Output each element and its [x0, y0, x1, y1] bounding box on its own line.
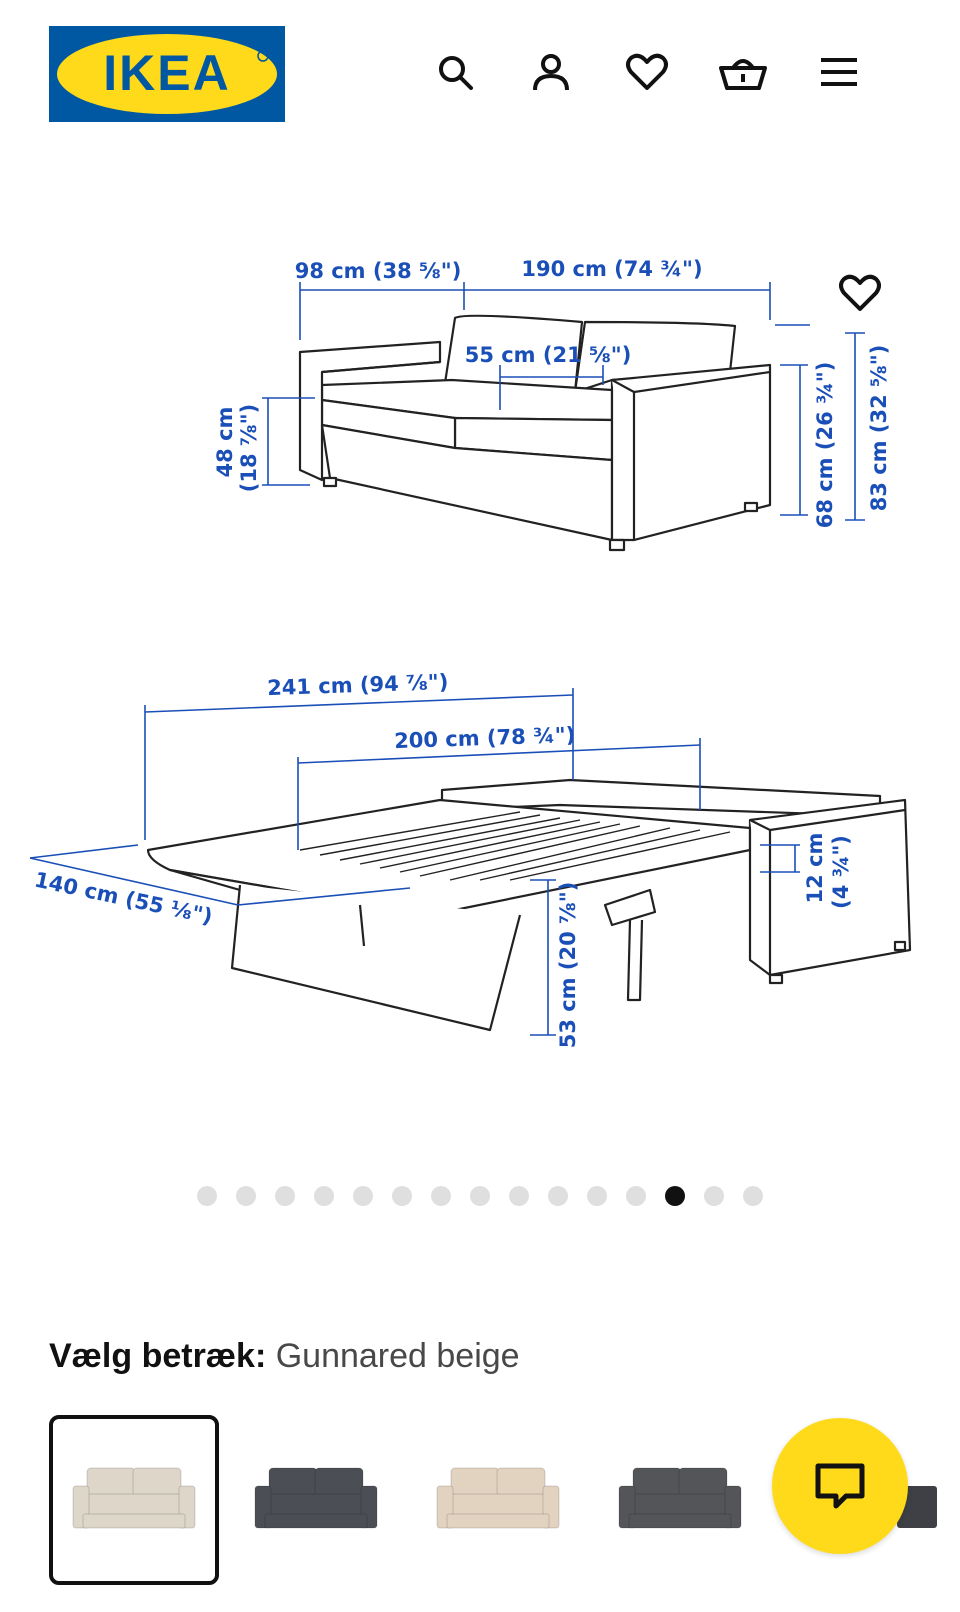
gallery-dot[interactable]	[197, 1186, 217, 1206]
cover-label: Vælg betræk:	[49, 1337, 267, 1375]
cover-selection-heading	[49, 1336, 520, 1376]
gallery-dot[interactable]	[431, 1186, 451, 1206]
gallery-dot[interactable]	[275, 1186, 295, 1206]
gallery-pagination	[0, 1186, 960, 1206]
chat-bubble-icon	[812, 1460, 868, 1512]
dimension-width: 190 cm (74 ¾")	[521, 257, 703, 281]
swatch-grey[interactable]	[595, 1415, 765, 1585]
gallery-dot[interactable]	[470, 1186, 490, 1206]
gallery-dot[interactable]	[314, 1186, 334, 1206]
gallery-dot[interactable]	[704, 1186, 724, 1206]
heart-icon[interactable]	[623, 48, 671, 96]
gallery-dot[interactable]	[548, 1186, 568, 1206]
dimension-seat-height-in: (18 ⅞")	[237, 403, 261, 493]
chat-button[interactable]	[772, 1418, 908, 1554]
logo-text: IKEA	[103, 45, 231, 101]
gallery-dot[interactable]	[392, 1186, 412, 1206]
basket-icon[interactable]	[719, 48, 767, 96]
swatch-dark-grey[interactable]	[231, 1415, 401, 1585]
gallery-dot[interactable]	[236, 1186, 256, 1206]
dimension-bed-height: 53 cm (20 ⅞")	[556, 881, 580, 1049]
dimension-height: 83 cm (32 ⅝")	[867, 344, 891, 512]
dimension-total-length: 241 cm (94 ⅞")	[266, 669, 449, 701]
gallery-dot[interactable]	[665, 1186, 685, 1206]
ikea-logo[interactable]	[49, 26, 285, 122]
dimension-depth: 98 cm (38 ⅝")	[294, 259, 462, 283]
dimension-arm-height: 68 cm (26 ¾")	[813, 361, 837, 529]
gallery-dot[interactable]	[743, 1186, 763, 1206]
add-to-favorites-button[interactable]	[832, 265, 888, 321]
gallery-dot[interactable]	[509, 1186, 529, 1206]
search-icon[interactable]	[431, 48, 479, 96]
site-header	[0, 0, 960, 150]
dimension-mattress: 12 cm	[803, 832, 827, 904]
dimension-bed-length: 200 cm (78 ¾")	[393, 722, 576, 754]
swatch-light-beige[interactable]	[413, 1415, 583, 1585]
dimension-seat-height: 48 cm	[213, 406, 237, 478]
gallery-dot[interactable]	[626, 1186, 646, 1206]
product-image-gallery[interactable]	[0, 200, 960, 1160]
dimension-bed-width: 140 cm (55 ⅛")	[32, 867, 215, 929]
sofa-dimension-drawing	[0, 200, 960, 1160]
heart-outline-icon	[838, 273, 882, 313]
dimension-seat-depth: 55 cm (21 ⅝")	[464, 343, 632, 367]
gallery-dot[interactable]	[587, 1186, 607, 1206]
menu-icon[interactable]	[815, 48, 863, 96]
sofa-thumbnail	[615, 1460, 745, 1540]
user-icon[interactable]	[527, 48, 575, 96]
sofa-thumbnail	[69, 1460, 199, 1540]
swatch-beige[interactable]	[49, 1415, 219, 1585]
dimension-mattress-in: (4 ¾")	[829, 835, 853, 909]
cover-value: Gunnared beige	[275, 1337, 520, 1375]
gallery-dot[interactable]	[353, 1186, 373, 1206]
sofa-thumbnail	[433, 1460, 563, 1540]
sofa-thumbnail	[251, 1460, 381, 1540]
